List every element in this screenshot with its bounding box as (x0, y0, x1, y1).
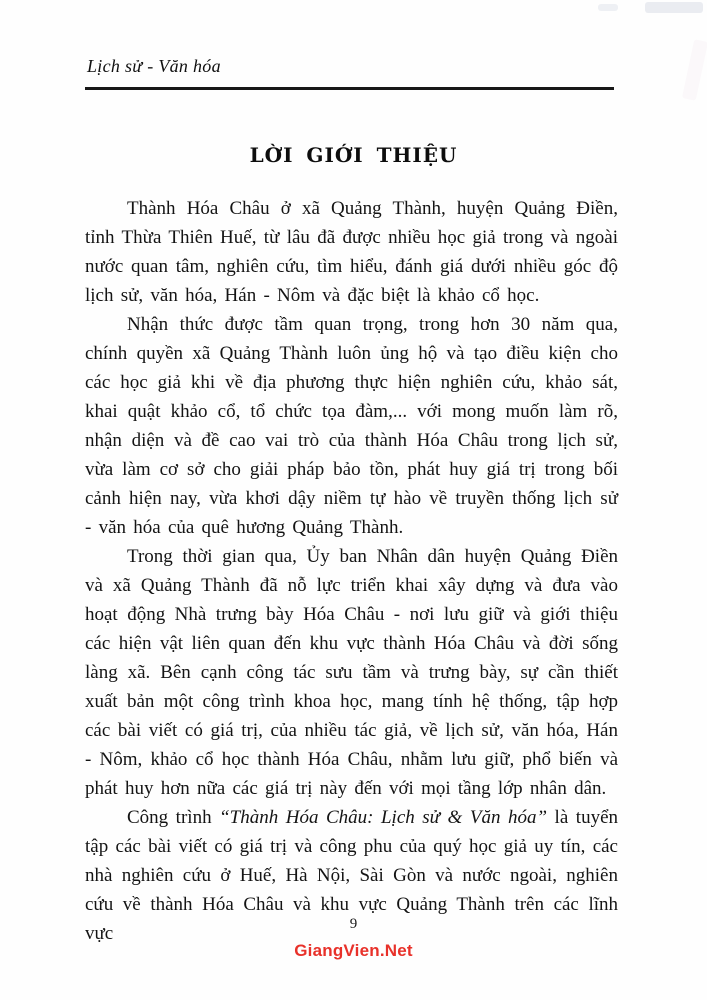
paragraph-1: Thành Hóa Châu ở xã Quảng Thành, huyện Quảng Điền, tỉnh Thừa Thiên Huế, từ lâu đã được nhiều học giả trong và ngoài nước quan tâm, nghiên cứu, tìm hiểu, đánh giá dưới nhiều góc độ lịch sử, văn hóa, Hán - Nôm và đặc biệt là khảo cổ học. (85, 198, 618, 306)
paragraph-2: Nhận thức được tầm quan trọng, trong hơn 30 năm qua, chính quyền xã Quảng Thành luôn ủng hộ và tạo điều kiện cho các học giả khi về địa phương thực hiện nghiên cứu, khảo sát, khai quật khảo cổ, tổ chức tọa đàm,... với mong muốn làm rõ, nhận diện và đề cao vai trò của thành Hóa Châu trong lịch sử, vừa làm cơ sở cho giải pháp bảo tồn, phát huy giá trị trong bối cảnh hiện nay, vừa khơi dậy niềm tự hào về truyền thống lịch sử - văn hóa của quê hương Quảng Thành. (85, 314, 618, 538)
paragraph-4-post: là tuyển tập các bài viết có giá trị và công phu của quý học giả uy tín, các nhà nghiên cứu ở Huế, Hà Nội, Sài Gòn và nước ngoài, nghiên cứu về thành Hóa Châu và khu vực Quảng Thành trên các lĩnh vực (85, 807, 618, 944)
body-text (85, 194, 618, 948)
book-title-quote: “Thành Hóa Châu: Lịch sử & Văn hóa” (219, 807, 548, 828)
scan-artifact (598, 4, 618, 11)
scan-artifact (645, 2, 703, 13)
header-rule (85, 87, 614, 90)
watermark-text: GiangVien.Net (294, 941, 413, 960)
page-title: LỜI GIỚI THIỆU (249, 143, 458, 167)
paragraph-3: Trong thời gian qua, Ủy ban Nhân dân huyện Quảng Điền và xã Quảng Thành đã nỗ lực triển khai xây dựng và đưa vào hoạt động Nhà trưng bày Hóa Châu - nơi lưu giữ và giới thiệu các hiện vật liên quan đến khu vực thành Hóa Châu và đời sống làng xã. Bên cạnh công tác sưu tầm và trưng bày, sự cần thiết xuất bản một công trình khoa học, mang tính hệ thống, tập hợp các bài viết có giá trị, của nhiều tác giả, về lịch sử, văn hóa, Hán - Nôm, khảo cổ học thành Hóa Châu, nhằm lưu giữ, phổ biến và phát huy hơn nữa các giá trị này đến với mọi tầng lớp nhân dân. (85, 546, 618, 799)
paragraph-4-pre: Công trình (127, 807, 220, 828)
page-number: 9 (349, 916, 358, 932)
running-header: Lịch sử - Văn hóa (87, 56, 221, 76)
scan-artifact (682, 39, 707, 101)
